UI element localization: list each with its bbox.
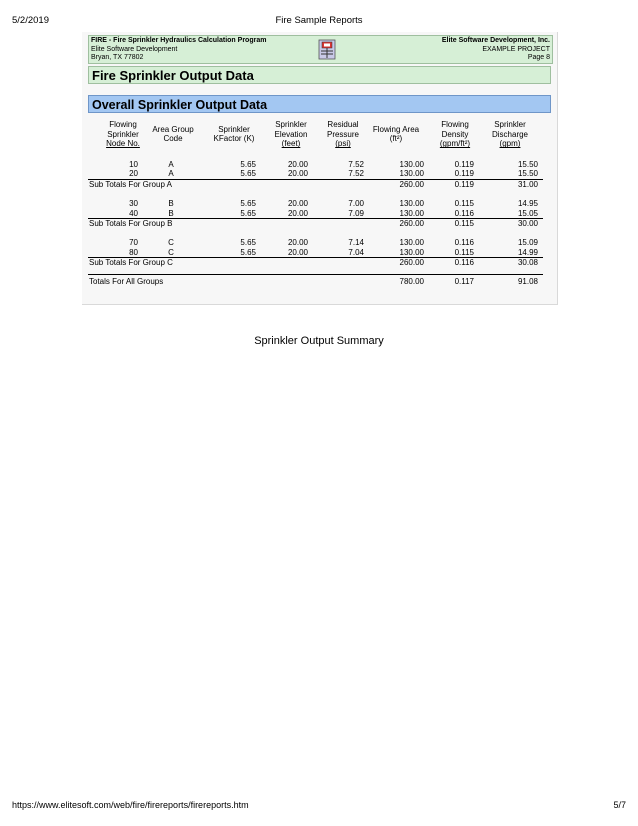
footer-url: https://www.elitesoft.com/web/fire/firereports/firereports.htm	[12, 800, 249, 810]
column-header-line: Sprinkler	[107, 129, 139, 139]
table-cell: 20.00	[287, 238, 308, 248]
table-cell: C	[168, 247, 174, 257]
table-cell: 40	[129, 208, 138, 218]
subtotal-cell: 260.00	[399, 219, 424, 228]
column-header	[96, 120, 150, 149]
table-cell: 130.00	[399, 160, 424, 169]
table-cell: 130.00	[399, 247, 424, 257]
table-cell: 7.04	[348, 247, 364, 257]
table-cell: 7.09	[348, 208, 364, 218]
subtotal-cell: 0.115	[454, 219, 474, 228]
table-cell: 14.95	[517, 199, 538, 209]
column-header-line: Flowing	[109, 120, 137, 129]
print-date: 5/2/2019	[12, 15, 49, 26]
subtotal-cell: 260.00	[399, 258, 424, 268]
table-cell: 0.115	[454, 199, 474, 209]
table-cell: 7.52	[348, 160, 364, 169]
table-cell: 5.65	[240, 247, 256, 257]
column-header-line: Elevation	[274, 129, 308, 139]
subtotal-cell: 0.119	[454, 179, 474, 189]
table-cell: 80	[129, 247, 138, 257]
report-banner	[88, 35, 553, 64]
column-header-line: (gpm)	[499, 139, 521, 149]
table-cell: C	[168, 238, 174, 248]
section-title: Overall Sprinkler Output Data	[88, 95, 551, 113]
table-cell: 0.119	[454, 160, 474, 169]
column-header-line: Pressure	[326, 129, 359, 139]
report-image	[82, 32, 558, 305]
footer-page-number: 5/7	[613, 800, 626, 810]
table-cell: 20.00	[287, 169, 308, 179]
table-cell: 5.65	[240, 160, 256, 169]
subtotal-cell: 0.116	[454, 258, 474, 268]
subtotal-cell: 31.00	[517, 179, 538, 189]
column-header-line: Node No.	[106, 139, 140, 149]
table-cell: 0.119	[454, 169, 474, 179]
table-cell: 15.05	[517, 208, 538, 218]
column-header	[316, 120, 370, 149]
column-header	[148, 125, 198, 144]
column-header-line: Sprinkler	[218, 124, 250, 134]
table-cell: 130.00	[399, 169, 424, 179]
column-header-line: Flowing Area	[372, 124, 420, 134]
column-header	[480, 120, 540, 149]
table-cell: 5.65	[240, 238, 256, 248]
table-cell: 20.00	[287, 199, 308, 209]
table-cell: 7.00	[348, 199, 364, 209]
column-header-line: Density	[441, 129, 469, 139]
column-header-line: (feet)	[281, 139, 301, 149]
table-cell: 0.115	[454, 247, 474, 257]
column-header-line: Sprinkler	[275, 120, 307, 129]
total-divider	[88, 274, 543, 275]
column-header	[264, 120, 318, 149]
table-cell: B	[168, 199, 174, 209]
grand-total-cell: 91.08	[517, 276, 538, 286]
table-cell: 7.52	[348, 169, 364, 179]
company-city: Bryan, TX 77802	[91, 54, 144, 62]
company-right: Elite Software Development, Inc.	[441, 37, 550, 44]
table-cell: 130.00	[399, 208, 424, 218]
subtotal-label: Sub Totals For Group A	[89, 179, 173, 189]
table-cell: 130.00	[399, 199, 424, 209]
column-header	[206, 125, 262, 144]
column-header-line: (gpm/ft²)	[439, 139, 471, 149]
table-cell: 5.65	[240, 169, 256, 179]
column-header	[368, 125, 424, 144]
table-cell: 15.09	[517, 238, 538, 248]
column-header-line: Area Group	[152, 124, 194, 134]
company-left: Elite Software Development	[91, 45, 178, 53]
table-cell: 20.00	[287, 160, 308, 169]
table-cell: 15.50	[517, 160, 538, 169]
table-cell: 14.99	[517, 247, 538, 257]
report-title: Fire Sprinkler Output Data	[88, 66, 551, 84]
table-cell: 15.50	[517, 169, 538, 179]
subtotal-cell: 260.00	[399, 179, 424, 189]
table-cell: 0.116	[454, 208, 474, 218]
table-cell: 70	[129, 238, 138, 248]
print-title: Fire Sample Reports	[275, 15, 363, 26]
table-cell: 5.65	[240, 208, 256, 218]
elite-logo-icon	[318, 39, 336, 60]
report-page: Page 8	[527, 54, 550, 62]
column-header-line: Code	[163, 134, 183, 144]
column-header-line: KFactor (K)	[213, 134, 255, 144]
figure-caption: Sprinkler Output Summary	[254, 335, 384, 347]
table-cell: 5.65	[240, 199, 256, 209]
table-cell: 7.14	[348, 238, 364, 248]
table-cell: 20	[129, 169, 138, 179]
table-cell: 20.00	[287, 208, 308, 218]
subtotal-label: Sub Totals For Group B	[89, 219, 173, 228]
output-table	[88, 120, 551, 290]
subtotal-label: Sub Totals For Group C	[89, 258, 173, 268]
program-name: FIRE - Fire Sprinkler Hydraulics Calculation Program	[91, 37, 267, 44]
table-cell: 10	[129, 160, 138, 169]
column-header-line: Discharge	[491, 129, 528, 139]
subtotal-cell: 30.00	[517, 219, 538, 228]
table-cell: 20.00	[287, 247, 308, 257]
grand-total-cell: 780.00	[399, 276, 424, 286]
table-cell: 0.116	[454, 238, 474, 248]
table-cell: A	[168, 169, 174, 179]
table-cell: 130.00	[399, 238, 424, 248]
column-header-line: Flowing	[441, 120, 469, 129]
table-cell: A	[168, 160, 174, 169]
column-header-line: (ft²)	[389, 134, 403, 144]
column-header-line: (psi)	[335, 139, 351, 149]
subtotal-cell: 30.08	[517, 258, 538, 268]
table-cell: 30	[129, 199, 138, 209]
table-cell: B	[168, 208, 174, 218]
project-name: EXAMPLE PROJECT	[482, 45, 550, 53]
column-header	[430, 120, 480, 149]
column-header-line: Residual	[327, 120, 359, 129]
grand-total-label: Totals For All Groups	[89, 276, 164, 286]
grand-total-cell: 0.117	[454, 276, 474, 286]
column-header-line: Sprinkler	[494, 120, 526, 129]
